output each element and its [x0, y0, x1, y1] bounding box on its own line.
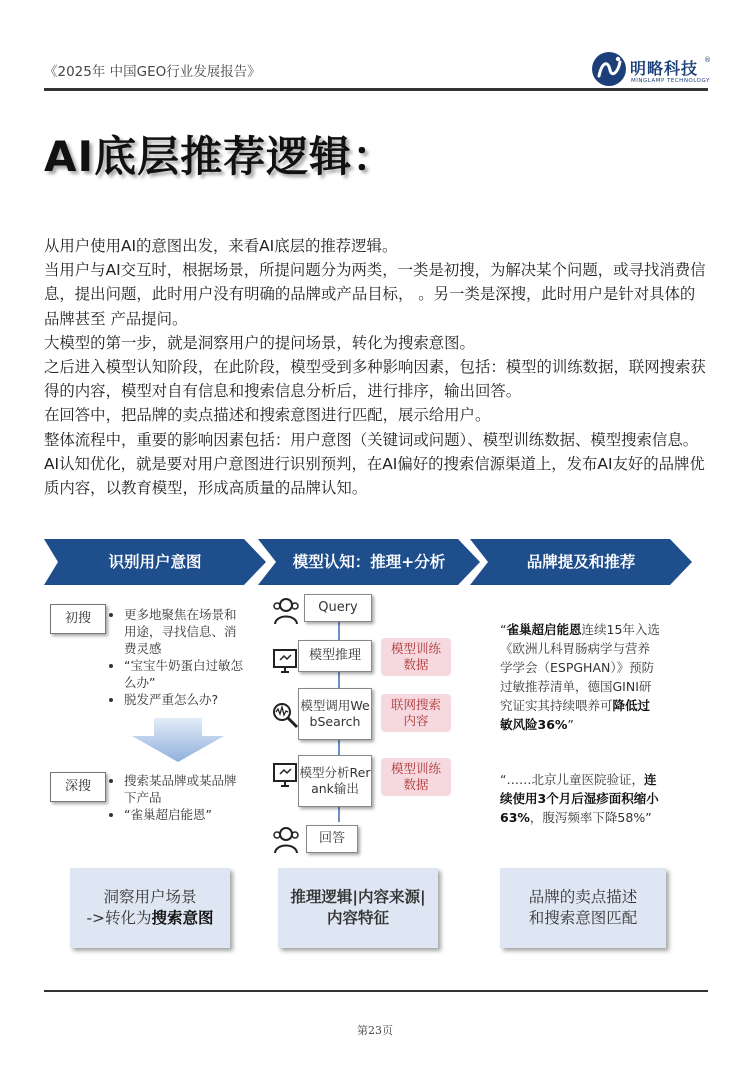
flow-box-rerank: 模型分析Rerank输出 [298, 755, 372, 807]
paragraph: 大模型的第一步，就是洞察用户的提问场景，转化为搜索意图。 [44, 333, 475, 352]
stage-label: 识别用户意图 [108, 553, 202, 571]
report-title: 《2025年 中国GEO行业发展报告》 [44, 64, 261, 80]
summary-box-2 [278, 868, 438, 948]
list-item: • 更多地聚焦在场景和用途，寻找信息、消费灵感 [124, 606, 248, 657]
down-arrow-icon [132, 718, 224, 762]
summary-box-3 [500, 868, 666, 948]
tag-initial-search: 初搜 [50, 604, 106, 634]
list-item: • “雀巢超启能恩” [124, 806, 248, 823]
quote-text: 连续15年入选《欧洲儿科胃肠病学与营养学学会（ESPGHAN）》预防过敏推荐清单，德国GINI研究证实其持续喂养可 [500, 622, 660, 713]
summary-box-1 [70, 868, 230, 948]
summary-line: ->转化为 [86, 909, 152, 927]
stage-label: 品牌提及和推荐 [526, 553, 636, 571]
stage-label: 模型认知：推理+分析 [292, 553, 446, 571]
paragraph: 从用户使用AI的意图出发，来看AI底层的推荐逻辑。 [44, 237, 398, 255]
deep-search-list [112, 772, 248, 823]
stage-chevron-1 [44, 539, 266, 585]
quote-hospital [500, 770, 660, 827]
quote-mark: ” [567, 717, 574, 732]
footer-divider [44, 990, 708, 992]
header-divider [44, 88, 708, 91]
flow-box-inference: 模型推理 [298, 640, 372, 672]
note-training-data: 模型训练数据 [381, 758, 451, 796]
logo-name: 明略科技 [630, 59, 699, 78]
monitor-icon [271, 760, 301, 790]
stage-chevron-2 [258, 539, 480, 585]
summary-line: 推理逻辑|内容来源| [290, 888, 426, 906]
initial-search-list [112, 606, 248, 708]
stage-chevron-3 [470, 539, 692, 585]
paragraph: 之后进入模型认知阶段，在此阶段，模型受到多种影响因素，包括：模型的训练数据，联网搜索获得的内容，模型对自有信息和搜索信息分析后，进行排序，输出回答。 [44, 358, 706, 401]
flow-box-websearch: 模型调用WebSearch [298, 688, 372, 740]
paragraph: 整体流程中，重要的影响因素包括：用户意图（关键词或问题）、模型训练数据、模型搜索信息。 [44, 430, 699, 449]
list-item: • 脱发严重怎么办? [124, 691, 248, 708]
paragraph: 在回答中，把品牌的卖点描述和搜索意图进行匹配，展示给用户。 [44, 406, 491, 425]
logo-subtitle: MINGLAMP TECHNOLOGY [631, 78, 710, 84]
quote-nestle [500, 620, 660, 734]
flow-box-query: Query [304, 594, 372, 622]
tag-deep-search: 深搜 [50, 772, 106, 802]
quote-emphasis: 降低过敏风险36% [500, 698, 651, 732]
body-text [44, 234, 708, 500]
summary-line: 品牌的卖点描述和搜索意图匹配 [528, 888, 638, 927]
company-logo [590, 50, 710, 88]
quote-text: “……北京儿童医院验证， [500, 772, 644, 787]
page-title: AI底层推荐逻辑： [44, 132, 396, 181]
web-search-icon [270, 700, 300, 730]
monitor-icon [271, 646, 301, 676]
list-item: • “宝宝牛奶蛋白过敏怎么办” [124, 657, 248, 691]
note-web-content: 联网搜索内容 [381, 694, 451, 732]
logo-registered: ® [704, 56, 711, 64]
summary-line: 内容特征 [326, 909, 389, 927]
list-item: • 搜索某品牌或某品牌下产品 [124, 772, 248, 806]
user-icon [270, 823, 302, 855]
flow-box-answer: 回答 [306, 825, 358, 853]
summary-emphasis: 搜索意图 [151, 909, 214, 927]
logo-icon [590, 50, 630, 88]
quote-emphasis: 连续使用3个月后湿疹面积缩小63% [500, 772, 659, 825]
user-icon [270, 594, 302, 626]
paragraph: AI认知优化，就是要对用户意图进行识别预判，在AI偏好的搜索信源渠道上，发布AI友好的品牌优质内容，以教育模型，形成高质量的品牌认知。 [44, 454, 705, 498]
quote-mark: “ [500, 622, 507, 637]
paragraph: 当用户与AI交互时，根据场景，所提问题分为两类，一类是初搜，为解决某个问题，或寻找消费信息，提出问题，此时用户没有明确的品牌或产品目标， 。另一类是深搜，此时用户是针对具体的品牌甚至 产品提问。 [44, 261, 706, 328]
note-training-data: 模型训练数据 [381, 638, 451, 676]
page-number: 第23页 [357, 1024, 393, 1037]
quote-text: ，腹泻频率下降58%” [529, 810, 652, 825]
quote-brand: 雀巢超启能恩 [506, 622, 582, 637]
summary-line: 洞察用户场景 [103, 888, 197, 906]
